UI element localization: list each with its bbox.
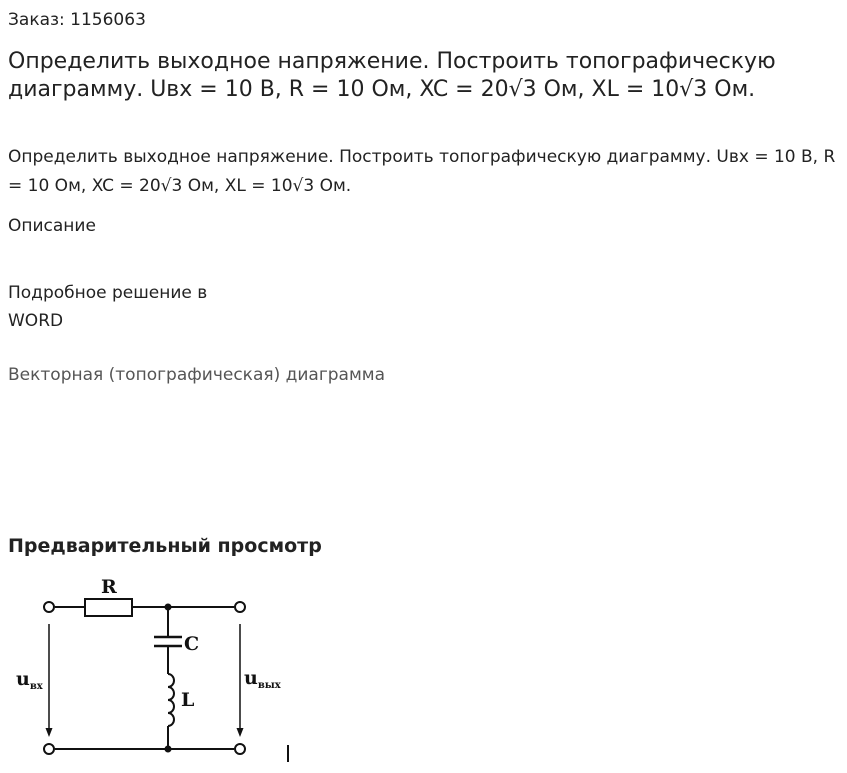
input-terminal-top: [44, 602, 54, 612]
task-text: Определить выходное напряжение. Построить топографическую диаграмму. Uвх = 10 В, R = 10 Ом, XC = 20√3 Ом, XL = 10√3 Ом.: [8, 147, 836, 196]
circuit-diagram: [0, 570, 320, 770]
text-cursor-icon: [287, 745, 289, 762]
order-number: Заказ: 1156063: [8, 10, 146, 30]
vector-diagram-link[interactable]: Векторная (топографическая) диаграмма: [8, 365, 386, 385]
capacitor-label: C: [184, 633, 200, 655]
output-voltage-label: $u_{вых}$: [244, 667, 281, 691]
resistor-label: R: [101, 576, 117, 598]
input-terminal-bottom: [44, 744, 54, 754]
task-title: Определить выходное напряжение. Построить топографическую диаграмму. Uвх = 10 В, R = 10 Ом, XC = 20√3 Ом, XL = 10√3 Ом.: [8, 49, 776, 102]
inductor-label: L: [181, 689, 195, 711]
output-terminal-bottom: [235, 744, 245, 754]
solution-note: Подробное решение в WORD: [8, 283, 208, 331]
output-terminal-top: [235, 602, 245, 612]
preview-heading: Предварительный просмотр: [8, 535, 322, 557]
inductor-symbol: [168, 674, 174, 726]
input-voltage-label: $u_{вх}$: [16, 668, 43, 692]
description-heading: Описание: [8, 216, 96, 236]
output-voltage-arrowhead: [237, 728, 244, 737]
resistor-symbol: [85, 599, 132, 616]
input-voltage-arrowhead: [46, 728, 53, 737]
